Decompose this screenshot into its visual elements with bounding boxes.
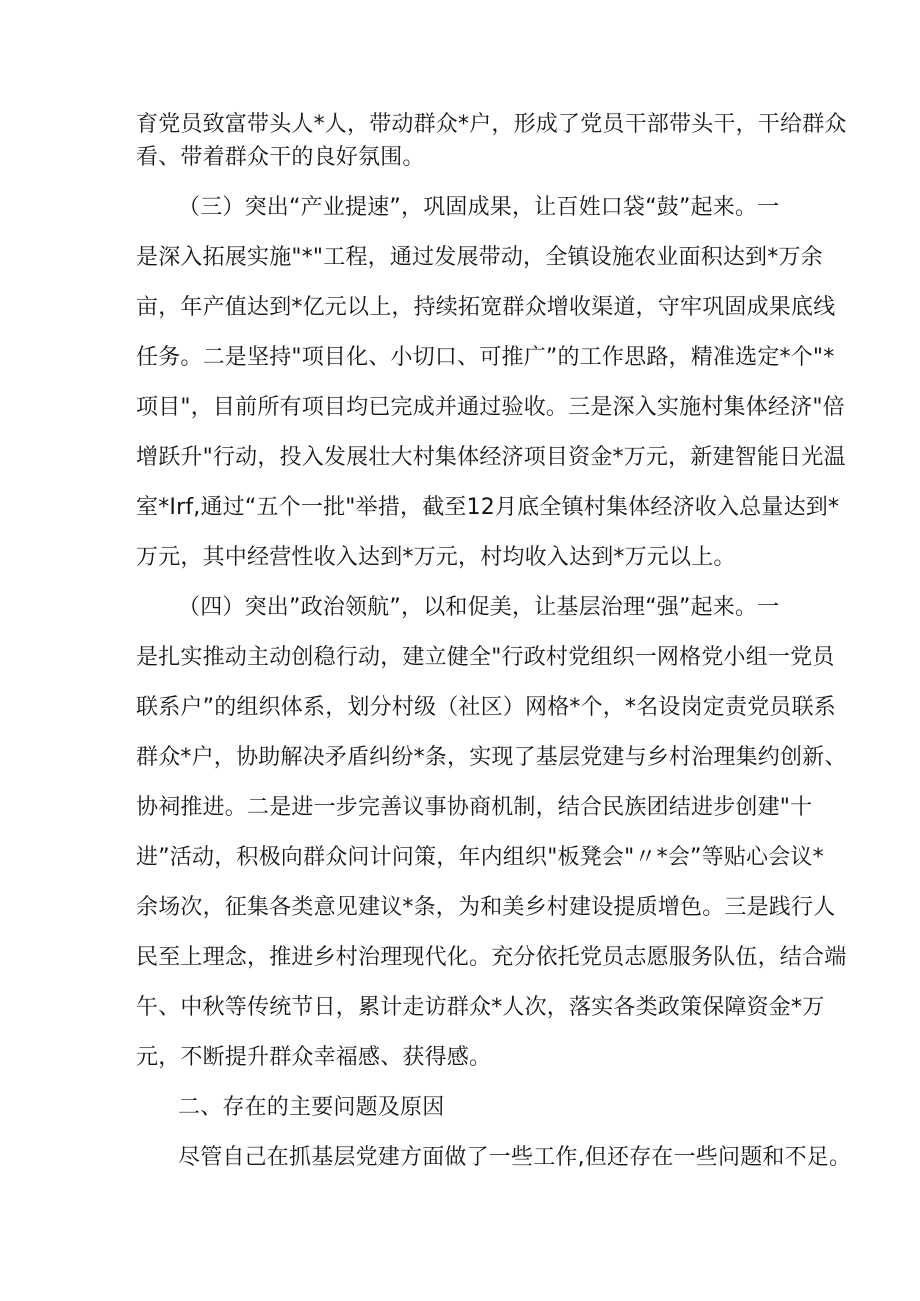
paragraph-line: 是扎实推动主动创稳行动，建立健全"行政村党组织一网格党小组一党员 <box>136 645 835 670</box>
paragraph-line: 育党员致富带头人*人，带动群众*户，形成了党员干部带头干，干给群众 <box>136 112 847 137</box>
paragraph-line: 群众*户，协助解决矛盾纠纷*条，实现了基层党建与乡村治理集约创新、 <box>136 745 847 770</box>
paragraph-line: 项目"，目前所有项目均已完成并通过验收。三是深入实施村集体经济"倍 <box>136 395 845 420</box>
paragraph-line: 万元，其中经营性收入达到*万元，村均收入达到*万元以上。 <box>136 545 736 570</box>
paragraph-line: 是深入拓展实施"*"工程，通过发展带动，全镇设施农业面积达到*万余 <box>136 245 823 270</box>
paragraph-line: 民至上理念，推进乡村治理现代化。充分依托党员志愿服务队伍，结合端 <box>136 945 847 970</box>
paragraph-line: 联系户”的组织体系，划分村级（社区）网格*个，*名设岗定责党员联系 <box>136 695 836 720</box>
paragraph-line: （四）突出”政治领航”，以和促美，让基层治理“强”起来。一 <box>178 595 780 620</box>
paragraph-line: 元，不断提升群众幸福感、获得感。 <box>136 1045 492 1070</box>
paragraph-line: 室*Irf,通过“五个一批"举措，截至12月底全镇村集体经济收入总量达到* <box>136 495 840 520</box>
paragraph-line: 看、带着群众干的良好氛围。 <box>136 145 425 170</box>
paragraph-line: 协祠推进。二是进一步完善议事协商机制，结合民族团结进步创建"十 <box>136 795 813 820</box>
paragraph-line: 午、中秋等传统节日，累计走访群众*人次，落实各类政策保障资金*万 <box>136 995 825 1020</box>
paragraph-line: 余场次，征集各类意见建议*条，为和美乡村建设提质增色。三是践行人 <box>136 895 836 920</box>
paragraph-line: 增跃升"行动，投入发展壮大村集体经济项目资金*万元，新建智能日光温 <box>136 445 846 470</box>
paragraph-line: 任务。二是坚持"项目化、小切口、可推广”的工作思路，精准选定*个"* <box>136 345 835 370</box>
paragraph-line: 尽管自己在抓基层党建方面做了一些工作,但还存在一些问题和不足。 <box>178 1145 852 1170</box>
paragraph-line: 进”活动，积极向群众问计问策，年内组织"板凳会"〃*会”等贴心会议* <box>136 845 824 870</box>
section-heading: 二、存在的主要问题及原因 <box>178 1095 445 1120</box>
paragraph-line: （三）突出“产业提速”，巩固成果，让百姓口袋“鼓”起来。一 <box>178 195 780 220</box>
paragraph-line: 亩，年产值达到*亿元以上，持续拓宽群众增收渠道，守牢巩固成果底线 <box>136 295 836 320</box>
